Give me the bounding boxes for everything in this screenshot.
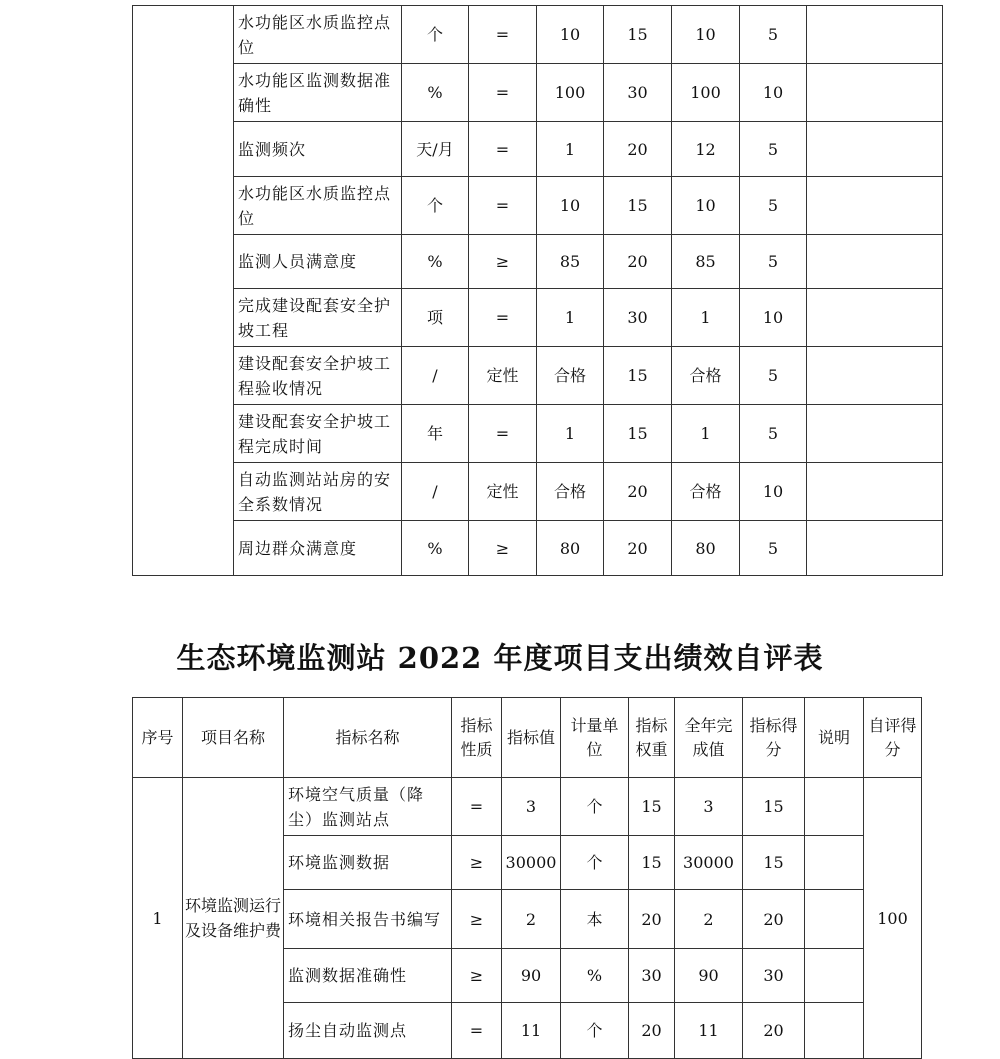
unit-cell: % <box>402 235 469 289</box>
target-value-cell: 10 <box>537 6 604 64</box>
note-cell <box>807 235 943 289</box>
note-cell <box>805 890 864 949</box>
performance-table <box>132 697 922 1059</box>
indicator-name-cell: 监测数据准确性 <box>284 949 452 1003</box>
target-value-cell: 90 <box>502 949 561 1003</box>
nature-cell: = <box>452 1003 502 1059</box>
score-cell: 5 <box>740 6 807 64</box>
actual-value-cell: 10 <box>672 6 740 64</box>
score-cell: 10 <box>740 64 807 122</box>
nature-cell: = <box>469 6 537 64</box>
target-value-cell: 合格 <box>537 463 604 521</box>
actual-value-cell: 80 <box>672 521 740 576</box>
weight-cell: 20 <box>629 1003 675 1059</box>
note-cell <box>805 1003 864 1059</box>
note-cell <box>805 778 864 836</box>
note-cell <box>807 463 943 521</box>
actual-value-cell: 合格 <box>672 463 740 521</box>
target-value-cell: 3 <box>502 778 561 836</box>
sequence-cell: 1 <box>133 778 183 1059</box>
top-table-body <box>133 6 943 576</box>
actual-value-cell: 11 <box>675 1003 743 1059</box>
nature-cell: ≥ <box>452 890 502 949</box>
unit-cell: % <box>561 949 629 1003</box>
top-indicator-table <box>132 5 943 576</box>
unit-cell: 个 <box>561 1003 629 1059</box>
score-cell: 20 <box>743 890 805 949</box>
score-cell: 5 <box>740 347 807 405</box>
merged-blank-cell <box>133 6 234 576</box>
table-row <box>133 778 922 836</box>
nature-cell: = <box>469 289 537 347</box>
column-header: 说明 <box>805 698 864 778</box>
target-value-cell: 30000 <box>502 836 561 890</box>
indicator-name-cell: 建设配套安全护坡工程验收情况 <box>234 347 402 405</box>
table-row <box>133 6 943 64</box>
indicator-name-cell: 环境监测数据 <box>284 836 452 890</box>
actual-value-cell: 100 <box>672 64 740 122</box>
column-header: 计量单位 <box>561 698 629 778</box>
note-cell <box>807 405 943 463</box>
indicator-name-cell: 自动监测站站房的安全系数情况 <box>234 463 402 521</box>
target-value-cell: 10 <box>537 177 604 235</box>
nature-cell: ≥ <box>452 949 502 1003</box>
score-cell: 10 <box>740 289 807 347</box>
note-cell <box>807 177 943 235</box>
target-value-cell: 2 <box>502 890 561 949</box>
column-header: 序号 <box>133 698 183 778</box>
weight-cell: 15 <box>629 778 675 836</box>
weight-cell: 20 <box>604 235 672 289</box>
table-row <box>133 347 943 405</box>
actual-value-cell: 30000 <box>675 836 743 890</box>
target-value-cell: 11 <box>502 1003 561 1059</box>
indicator-name-cell: 环境空气质量（降尘）监测站点 <box>284 778 452 836</box>
score-cell: 15 <box>743 778 805 836</box>
column-header: 全年完成值 <box>675 698 743 778</box>
target-value-cell: 合格 <box>537 347 604 405</box>
column-header: 指标性质 <box>452 698 502 778</box>
unit-cell: 个 <box>402 6 469 64</box>
nature-cell: = <box>452 778 502 836</box>
note-cell <box>807 521 943 576</box>
actual-value-cell: 2 <box>675 890 743 949</box>
actual-value-cell: 85 <box>672 235 740 289</box>
actual-value-cell: 3 <box>675 778 743 836</box>
table-row <box>133 235 943 289</box>
nature-cell: = <box>469 405 537 463</box>
target-value-cell: 85 <box>537 235 604 289</box>
unit-cell: 项 <box>402 289 469 347</box>
note-cell <box>805 949 864 1003</box>
indicator-name-cell: 建设配套安全护坡工程完成时间 <box>234 405 402 463</box>
project-name-cell: 环境监测运行及设备维护费 <box>183 778 284 1059</box>
actual-value-cell: 合格 <box>672 347 740 405</box>
actual-value-cell: 1 <box>672 405 740 463</box>
table-row <box>133 64 943 122</box>
score-cell: 5 <box>740 122 807 177</box>
score-cell: 5 <box>740 405 807 463</box>
column-header: 项目名称 <box>183 698 284 778</box>
header-row <box>133 698 922 778</box>
page-title: 生态环境监测站 2022 年度项目支出绩效自评表 <box>176 641 824 675</box>
nature-cell: ≥ <box>469 235 537 289</box>
actual-value-cell: 12 <box>672 122 740 177</box>
nature-cell: ≥ <box>469 521 537 576</box>
indicator-name-cell: 水功能区水质监控点位 <box>234 6 402 64</box>
weight-cell: 15 <box>604 177 672 235</box>
weight-cell: 15 <box>604 347 672 405</box>
weight-cell: 30 <box>604 64 672 122</box>
nature-cell: = <box>469 177 537 235</box>
score-cell: 5 <box>740 235 807 289</box>
score-cell: 5 <box>740 177 807 235</box>
unit-cell: 个 <box>561 836 629 890</box>
indicator-name-cell: 水功能区监测数据准确性 <box>234 64 402 122</box>
indicator-name-cell: 监测频次 <box>234 122 402 177</box>
nature-cell: = <box>469 122 537 177</box>
target-value-cell: 100 <box>537 64 604 122</box>
weight-cell: 30 <box>629 949 675 1003</box>
indicator-name-cell: 扬尘自动监测点 <box>284 1003 452 1059</box>
weight-cell: 15 <box>629 836 675 890</box>
score-cell: 15 <box>743 836 805 890</box>
performance-table-body <box>133 698 922 1059</box>
note-cell <box>805 836 864 890</box>
actual-value-cell: 1 <box>672 289 740 347</box>
weight-cell: 20 <box>604 463 672 521</box>
table-row <box>133 405 943 463</box>
table-row <box>133 463 943 521</box>
indicator-name-cell: 完成建设配套安全护坡工程 <box>234 289 402 347</box>
weight-cell: 30 <box>604 289 672 347</box>
indicator-name-cell: 周边群众满意度 <box>234 521 402 576</box>
note-cell <box>807 347 943 405</box>
unit-cell: 本 <box>561 890 629 949</box>
nature-cell: = <box>469 64 537 122</box>
table-row <box>133 177 943 235</box>
unit-cell: / <box>402 347 469 405</box>
score-cell: 20 <box>743 1003 805 1059</box>
note-cell <box>807 6 943 64</box>
nature-cell: 定性 <box>469 347 537 405</box>
column-header: 指标值 <box>502 698 561 778</box>
note-cell <box>807 64 943 122</box>
unit-cell: 个 <box>402 177 469 235</box>
weight-cell: 20 <box>604 521 672 576</box>
target-value-cell: 1 <box>537 122 604 177</box>
table-row <box>133 521 943 576</box>
note-cell <box>807 122 943 177</box>
indicator-name-cell: 水功能区水质监控点位 <box>234 177 402 235</box>
score-cell: 30 <box>743 949 805 1003</box>
actual-value-cell: 90 <box>675 949 743 1003</box>
table-row <box>133 122 943 177</box>
score-cell: 10 <box>740 463 807 521</box>
column-header: 指标名称 <box>284 698 452 778</box>
weight-cell: 15 <box>604 405 672 463</box>
indicator-name-cell: 环境相关报告书编写 <box>284 890 452 949</box>
unit-cell: 个 <box>561 778 629 836</box>
weight-cell: 20 <box>604 122 672 177</box>
indicator-name-cell: 监测人员满意度 <box>234 235 402 289</box>
target-value-cell: 1 <box>537 289 604 347</box>
weight-cell: 15 <box>604 6 672 64</box>
score-cell: 5 <box>740 521 807 576</box>
table-row <box>133 289 943 347</box>
target-value-cell: 1 <box>537 405 604 463</box>
column-header: 指标权重 <box>629 698 675 778</box>
unit-cell: 年 <box>402 405 469 463</box>
column-header: 指标得分 <box>743 698 805 778</box>
weight-cell: 20 <box>629 890 675 949</box>
unit-cell: / <box>402 463 469 521</box>
column-header: 自评得分 <box>864 698 922 778</box>
target-value-cell: 80 <box>537 521 604 576</box>
nature-cell: 定性 <box>469 463 537 521</box>
actual-value-cell: 10 <box>672 177 740 235</box>
note-cell <box>807 289 943 347</box>
unit-cell: 天/月 <box>402 122 469 177</box>
self-score-cell: 100 <box>864 778 922 1059</box>
nature-cell: ≥ <box>452 836 502 890</box>
unit-cell: % <box>402 521 469 576</box>
unit-cell: % <box>402 64 469 122</box>
